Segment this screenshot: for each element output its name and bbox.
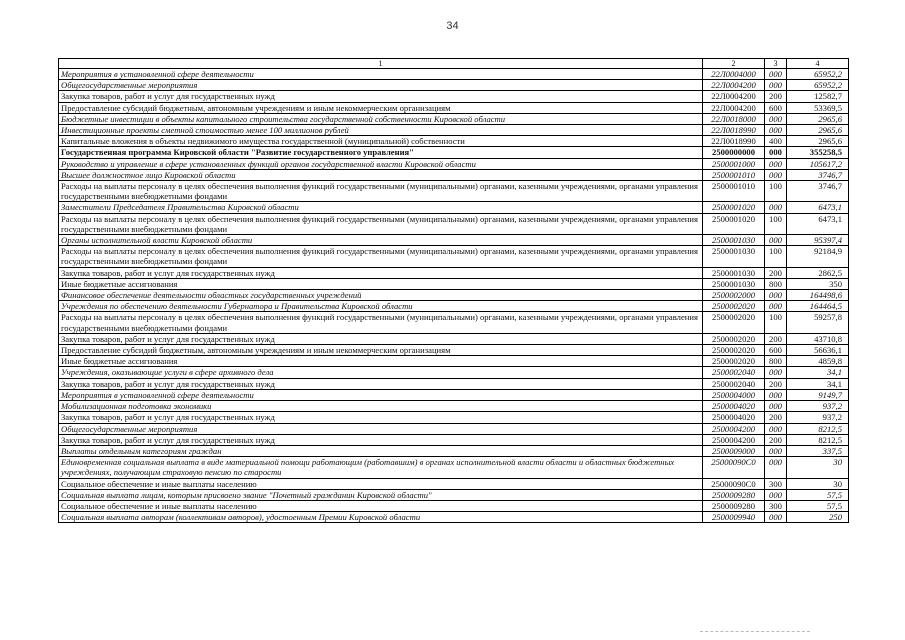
row-sum-cell: 4859,8: [787, 356, 849, 367]
row-type-cell: 400: [765, 136, 787, 147]
row-name-cell: Учреждения, оказывающие услуги в сфере архивного дела: [59, 367, 703, 378]
row-name-cell: Предоставление субсидий бюджетным, автономным учреждениям и иным некоммерческим организациям: [59, 102, 703, 113]
row-code-cell: 2500000000: [703, 147, 765, 158]
table-row: [59, 158, 849, 169]
row-type-cell: 600: [765, 345, 787, 356]
row-sum-cell: 8212,5: [787, 434, 849, 445]
table-body: [59, 69, 849, 523]
column-header-code: 2: [703, 59, 765, 69]
row-name-cell: Закупка товаров, работ и услуг для государственных нужд: [59, 333, 703, 344]
row-code-cell: 2500002020: [703, 301, 765, 312]
row-type-cell: 200: [765, 267, 787, 278]
table-row: [59, 202, 849, 213]
row-sum-cell: 56636,1: [787, 345, 849, 356]
row-sum-cell: 6473,1: [787, 202, 849, 213]
row-code-cell: 2500002020: [703, 333, 765, 344]
table-row: [59, 401, 849, 412]
row-sum-cell: 937,2: [787, 412, 849, 423]
row-sum-cell: 6473,1: [787, 213, 849, 234]
table-row: [59, 80, 849, 91]
table-row: [59, 181, 849, 202]
table-row: [59, 125, 849, 136]
row-name-cell: Мероприятия в установленной сфере деятельности: [59, 389, 703, 400]
row-name-cell: Общегосударственные мероприятия: [59, 423, 703, 434]
row-type-cell: 000: [765, 235, 787, 246]
budget-table: [58, 58, 849, 523]
row-name-cell: Закупка товаров, работ и услуг для государственных нужд: [59, 91, 703, 102]
row-sum-cell: 92184,9: [787, 246, 849, 267]
row-sum-cell: 2965,6: [787, 125, 849, 136]
row-code-cell: 2500002020: [703, 345, 765, 356]
row-type-cell: 000: [765, 389, 787, 400]
row-type-cell: 000: [765, 80, 787, 91]
table-row: [59, 423, 849, 434]
column-header-name: 1: [59, 59, 703, 69]
row-name-cell: Закупка товаров, работ и услуг для государственных нужд: [59, 267, 703, 278]
row-sum-cell: 250: [787, 512, 849, 523]
row-name-cell: Расходы на выплаты персоналу в целях обеспечения выполнения функций государственными (муниципальными) органами, казенными учреждениями, органами управления государственными внебюджетными фондами: [59, 213, 703, 234]
row-type-cell: 200: [765, 378, 787, 389]
row-name-cell: Иные бюджетные ассигнования: [59, 278, 703, 289]
row-type-cell: 300: [765, 478, 787, 489]
row-code-cell: 2500001020: [703, 202, 765, 213]
row-code-cell: 22Л0018000: [703, 113, 765, 124]
row-type-cell: 000: [765, 301, 787, 312]
row-sum-cell: 34,1: [787, 367, 849, 378]
row-sum-cell: 350: [787, 278, 849, 289]
row-type-cell: 200: [765, 412, 787, 423]
row-sum-cell: 65952,2: [787, 80, 849, 91]
table-row: [59, 102, 849, 113]
column-header-type: 3: [765, 59, 787, 69]
row-code-cell: 2500004020: [703, 412, 765, 423]
row-sum-cell: 8212,5: [787, 423, 849, 434]
table-row: [59, 69, 849, 80]
row-type-cell: 000: [765, 113, 787, 124]
row-code-cell: 22Л0018990: [703, 125, 765, 136]
row-name-cell: Социальная выплата авторам (коллективам авторов), удостоенным Премии Кировской области: [59, 512, 703, 523]
table-row: [59, 478, 849, 489]
row-code-cell: 2500001010: [703, 181, 765, 202]
row-sum-cell: 59257,8: [787, 312, 849, 333]
row-type-cell: 000: [765, 169, 787, 180]
row-name-cell: Высшее должностное лицо Кировской области: [59, 169, 703, 180]
row-type-cell: 600: [765, 102, 787, 113]
row-type-cell: 200: [765, 434, 787, 445]
row-code-cell: 22Л0004200: [703, 80, 765, 91]
table-row: [59, 378, 849, 389]
column-header-sum: 4: [787, 59, 849, 69]
row-type-cell: 000: [765, 401, 787, 412]
row-sum-cell: 3746,7: [787, 169, 849, 180]
row-sum-cell: 34,1: [787, 378, 849, 389]
table-row: [59, 91, 849, 102]
row-code-cell: 2500001030: [703, 235, 765, 246]
row-sum-cell: 57,5: [787, 500, 849, 511]
row-name-cell: Государственная программа Кировской области "Развитие государственного управления": [59, 147, 703, 158]
row-code-cell: 2500004200: [703, 434, 765, 445]
row-sum-cell: 30: [787, 457, 849, 478]
row-name-cell: Предоставление субсидий бюджетным, автономным учреждениям и иным некоммерческим организациям: [59, 345, 703, 356]
table-row: [59, 512, 849, 523]
row-code-cell: 2500002040: [703, 367, 765, 378]
row-name-cell: Иные бюджетные ассигнования: [59, 356, 703, 367]
table-row: [59, 345, 849, 356]
row-name-cell: Выплаты отдельным категориям граждан: [59, 445, 703, 456]
row-type-cell: 000: [765, 125, 787, 136]
row-type-cell: 800: [765, 356, 787, 367]
row-name-cell: Инвестиционные проекты сметной стоимостью менее 100 миллионов рублей: [59, 125, 703, 136]
row-name-cell: Заместители Председателя Правительства Кировской области: [59, 202, 703, 213]
row-code-cell: 2500001030: [703, 267, 765, 278]
row-code-cell: 2500009280: [703, 500, 765, 511]
table-row: [59, 278, 849, 289]
row-code-cell: 22Л0004200: [703, 91, 765, 102]
row-code-cell: 2500001030: [703, 278, 765, 289]
table-row: [59, 489, 849, 500]
row-code-cell: 2500004020: [703, 401, 765, 412]
row-name-cell: Мобилизационная подготовка экономики: [59, 401, 703, 412]
row-code-cell: 22Л0018990: [703, 136, 765, 147]
table-row: [59, 136, 849, 147]
row-type-cell: 000: [765, 445, 787, 456]
row-type-cell: 300: [765, 500, 787, 511]
row-sum-cell: 164464,5: [787, 301, 849, 312]
table-row: [59, 267, 849, 278]
table-row: [59, 389, 849, 400]
table-row: [59, 213, 849, 234]
row-type-cell: 000: [765, 423, 787, 434]
row-name-cell: Руководство и управление в сфере установленных функций органов государственной власти Кировской области: [59, 158, 703, 169]
row-code-cell: 25000090С0: [703, 478, 765, 489]
row-type-cell: 000: [765, 367, 787, 378]
table-row: [59, 290, 849, 301]
row-sum-cell: 43710,8: [787, 333, 849, 344]
row-type-cell: 100: [765, 213, 787, 234]
row-name-cell: Закупка товаров, работ и услуг для государственных нужд: [59, 378, 703, 389]
row-code-cell: 2500009280: [703, 489, 765, 500]
row-sum-cell: 53369,5: [787, 102, 849, 113]
table-row: [59, 356, 849, 367]
row-type-cell: 200: [765, 333, 787, 344]
row-sum-cell: 12582,7: [787, 91, 849, 102]
row-code-cell: 2500001030: [703, 246, 765, 267]
row-type-cell: 000: [765, 290, 787, 301]
row-code-cell: 2500001020: [703, 213, 765, 234]
row-sum-cell: 95397,4: [787, 235, 849, 246]
row-code-cell: 2500004200: [703, 423, 765, 434]
row-code-cell: 2500009000: [703, 445, 765, 456]
table-header-row: [59, 59, 849, 69]
row-type-cell: 100: [765, 246, 787, 267]
page-number: 34: [446, 20, 459, 32]
table-row: [59, 434, 849, 445]
row-name-cell: Социальная выплата лицам, которым присвоено звание "Почетный гражданин Кировской области": [59, 489, 703, 500]
table-row: [59, 147, 849, 158]
table-row: [59, 445, 849, 456]
row-name-cell: Финансовое обеспечение деятельности областных государственных учреждений: [59, 290, 703, 301]
row-name-cell: Социальное обеспечение и иные выплаты населению: [59, 500, 703, 511]
row-name-cell: Расходы на выплаты персоналу в целях обеспечения выполнения функций государственными (муниципальными) органами, казенными учреждениями, органами управления государственными внебюджетными фондами: [59, 181, 703, 202]
row-type-cell: 000: [765, 69, 787, 80]
row-code-cell: 2500002020: [703, 312, 765, 333]
row-name-cell: Органы исполнительной власти Кировской области: [59, 235, 703, 246]
row-name-cell: Закупка товаров, работ и услуг для государственных нужд: [59, 434, 703, 445]
table-row: [59, 457, 849, 478]
scan-artifact: [700, 631, 810, 632]
row-type-cell: 000: [765, 158, 787, 169]
row-type-cell: 000: [765, 202, 787, 213]
row-type-cell: 800: [765, 278, 787, 289]
row-code-cell: 2500001010: [703, 169, 765, 180]
row-sum-cell: 355258,5: [787, 147, 849, 158]
row-type-cell: 100: [765, 181, 787, 202]
row-type-cell: 000: [765, 457, 787, 478]
row-name-cell: Учреждения по обеспечению деятельности Губернатора и Правительства Кировской области: [59, 301, 703, 312]
row-type-cell: 200: [765, 91, 787, 102]
row-name-cell: Единовременная социальная выплата в виде материальной помощи работающим (работавшим) в органах исполнительной власти области и областных бюджетных учреждениях, получающим страховую пенсию по старости: [59, 457, 703, 478]
row-sum-cell: 105617,2: [787, 158, 849, 169]
row-name-cell: Социальное обеспечение и иные выплаты населению: [59, 478, 703, 489]
row-code-cell: 2500002020: [703, 356, 765, 367]
row-code-cell: 2500002040: [703, 378, 765, 389]
row-sum-cell: 30: [787, 478, 849, 489]
row-name-cell: Мероприятия в установленной сфере деятельности: [59, 69, 703, 80]
table-row: [59, 235, 849, 246]
row-type-cell: 000: [765, 147, 787, 158]
row-sum-cell: 65952,2: [787, 69, 849, 80]
row-sum-cell: 57,5: [787, 489, 849, 500]
table-row: [59, 367, 849, 378]
row-name-cell: Капитальные вложения в объекты недвижимого имущества государственной (муниципальной) собственности: [59, 136, 703, 147]
table-row: [59, 301, 849, 312]
row-code-cell: 22Л0004000: [703, 69, 765, 80]
row-sum-cell: 2862,5: [787, 267, 849, 278]
row-name-cell: Общегосударственные мероприятия: [59, 80, 703, 91]
row-name-cell: Закупка товаров, работ и услуг для государственных нужд: [59, 412, 703, 423]
table-row: [59, 333, 849, 344]
table-row: [59, 412, 849, 423]
row-code-cell: 25000090С0: [703, 457, 765, 478]
row-sum-cell: 2965,6: [787, 113, 849, 124]
row-name-cell: Расходы на выплаты персоналу в целях обеспечения выполнения функций государственными (муниципальными) органами, казенными учреждениями, органами управления государственными внебюджетными фондами: [59, 246, 703, 267]
row-sum-cell: 337,5: [787, 445, 849, 456]
row-code-cell: 22Л0004200: [703, 102, 765, 113]
row-type-cell: 000: [765, 489, 787, 500]
row-code-cell: 2500004000: [703, 389, 765, 400]
row-code-cell: 2500001000: [703, 158, 765, 169]
table-row: [59, 246, 849, 267]
row-type-cell: 100: [765, 312, 787, 333]
row-sum-cell: 9149,7: [787, 389, 849, 400]
row-sum-cell: 3746,7: [787, 181, 849, 202]
row-sum-cell: 2965,6: [787, 136, 849, 147]
row-sum-cell: 164498,6: [787, 290, 849, 301]
row-type-cell: 000: [765, 512, 787, 523]
table-row: [59, 113, 849, 124]
table-row: [59, 500, 849, 511]
row-code-cell: 2500009940: [703, 512, 765, 523]
row-code-cell: 2500002000: [703, 290, 765, 301]
row-sum-cell: 937,2: [787, 401, 849, 412]
table-row: [59, 169, 849, 180]
row-name-cell: Расходы на выплаты персоналу в целях обеспечения выполнения функций государственными (муниципальными) органами, казенными учреждениями, органами управления государственными внебюджетными фондами: [59, 312, 703, 333]
row-name-cell: Бюджетные инвестиции в объекты капитального строительства государственной собственности Кировской области: [59, 113, 703, 124]
table-row: [59, 312, 849, 333]
